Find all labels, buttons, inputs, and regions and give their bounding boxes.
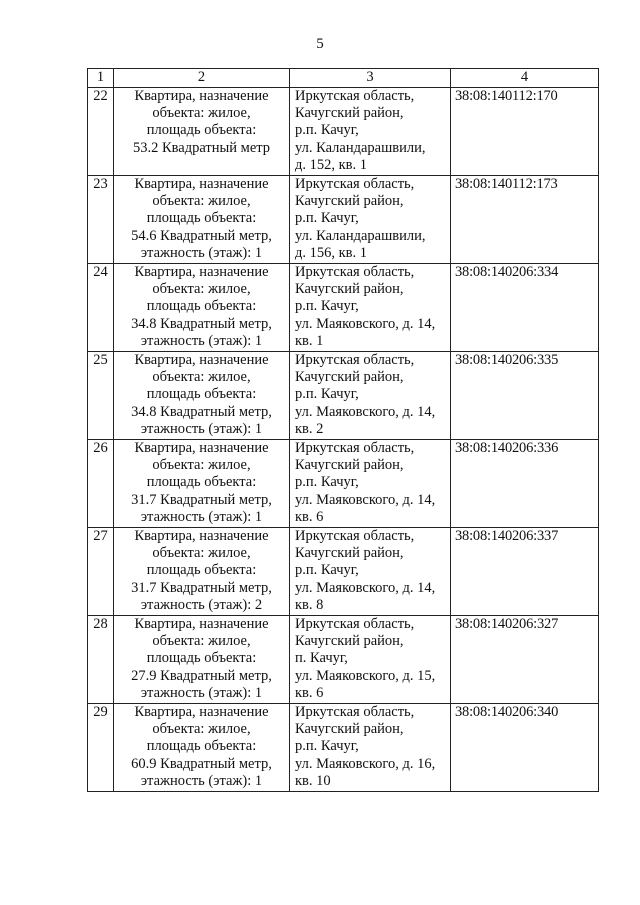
description-line: этажность (этаж): 1 <box>140 508 263 525</box>
description-line: площадь объекта: <box>146 386 257 403</box>
address-line: Иркутская область, <box>295 528 415 544</box>
row-number: 22 <box>88 88 114 176</box>
description-line: Квартира, назначение <box>134 176 269 192</box>
table-row <box>88 264 599 352</box>
description-line: этажность (этаж): 1 <box>140 684 263 701</box>
address-line: р.п. Качуг, <box>295 386 359 403</box>
address-line: Качугский район, <box>295 633 404 650</box>
address-line: ул. Маяковского, д. 14, <box>295 491 436 508</box>
address-line: Иркутская область, <box>295 88 415 104</box>
table-row <box>88 440 599 528</box>
description-line: этажность (этаж): 1 <box>140 244 263 261</box>
object-address <box>290 704 451 792</box>
address-line: р.п. Качуг, <box>295 298 359 315</box>
description-line: площадь объекта: <box>146 738 257 755</box>
address-line: кв. 10 <box>295 772 331 789</box>
table-row <box>88 528 599 616</box>
object-description <box>114 176 290 264</box>
object-description <box>114 352 290 440</box>
row-number: 24 <box>88 264 114 352</box>
description-line: 54.6 Квадратный метр, <box>131 227 272 244</box>
object-description <box>114 264 290 352</box>
cadastral-number: 38:08:140112:173 <box>451 176 599 264</box>
address-line: ул. Маяковского, д. 14, <box>295 403 436 420</box>
address-line: Качугский район, <box>295 721 404 738</box>
description-line: 60.9 Квадратный метр, <box>131 755 272 772</box>
column-header-4: 4 <box>451 69 599 88</box>
object-address <box>290 88 451 176</box>
row-number: 25 <box>88 352 114 440</box>
description-line: площадь объекта: <box>146 298 257 315</box>
address-line: Иркутская область, <box>295 440 415 456</box>
address-line: п. Качуг, <box>295 650 348 667</box>
description-line: площадь объекта: <box>146 122 257 139</box>
page-number: 5 <box>316 36 324 52</box>
table-row <box>88 176 599 264</box>
address-line: кв. 2 <box>295 420 324 437</box>
address-line: ул. Маяковского, д. 14, <box>295 315 436 332</box>
cadastral-number: 38:08:140206:337 <box>451 528 599 616</box>
description-line: Квартира, назначение <box>134 352 269 368</box>
address-line: Качугский район, <box>295 369 404 386</box>
address-line: ул. Маяковского, д. 14, <box>295 579 436 596</box>
description-line: этажность (этаж): 1 <box>140 332 263 349</box>
column-header-1: 1 <box>88 69 114 88</box>
object-address <box>290 528 451 616</box>
description-line: 53.2 Квадратный метр <box>132 139 271 156</box>
object-address <box>290 352 451 440</box>
description-line: площадь объекта: <box>146 650 257 667</box>
property-registry-table <box>87 68 599 792</box>
description-line: Квартира, назначение <box>134 88 269 104</box>
table-row <box>88 88 599 176</box>
description-line: Квартира, назначение <box>134 704 269 720</box>
row-number: 23 <box>88 176 114 264</box>
object-address <box>290 264 451 352</box>
description-line: Квартира, назначение <box>134 264 269 280</box>
description-line: объекта: жилое, <box>152 633 251 650</box>
address-line: Качугский район, <box>295 545 404 562</box>
description-line: этажность (этаж): 2 <box>140 596 263 613</box>
description-line: объекта: жилое, <box>152 281 251 298</box>
description-line: Квартира, назначение <box>134 440 269 456</box>
cadastral-number: 38:08:140206:327 <box>451 616 599 704</box>
description-line: этажность (этаж): 1 <box>140 772 263 789</box>
description-line: площадь объекта: <box>146 562 257 579</box>
table-body <box>88 88 599 792</box>
address-line: Иркутская область, <box>295 704 415 720</box>
description-line: этажность (этаж): 1 <box>140 420 263 437</box>
table-row <box>88 704 599 792</box>
address-line: Качугский район, <box>295 105 404 122</box>
object-description <box>114 704 290 792</box>
address-line: ул. Маяковского, д. 15, <box>295 667 436 684</box>
table-header-row <box>88 69 599 88</box>
address-line: р.п. Качуг, <box>295 474 359 491</box>
description-line: объекта: жилое, <box>152 193 251 210</box>
address-line: р.п. Качуг, <box>295 122 359 139</box>
address-line: ул. Каландарашвили, <box>295 227 426 244</box>
object-description <box>114 88 290 176</box>
description-line: площадь объекта: <box>146 474 257 491</box>
address-line: Качугский район, <box>295 193 404 210</box>
address-line: Иркутская область, <box>295 176 415 192</box>
description-line: объекта: жилое, <box>152 721 251 738</box>
address-line: д. 152, кв. 1 <box>295 156 368 173</box>
row-number: 28 <box>88 616 114 704</box>
address-line: р.п. Качуг, <box>295 210 359 227</box>
address-line: Качугский район, <box>295 281 404 298</box>
table-row <box>88 352 599 440</box>
description-line: 34.8 Квадратный метр, <box>131 403 272 420</box>
description-line: площадь объекта: <box>146 210 257 227</box>
address-line: р.п. Качуг, <box>295 738 359 755</box>
address-line: Качугский район, <box>295 457 404 474</box>
object-address <box>290 176 451 264</box>
description-line: объекта: жилое, <box>152 545 251 562</box>
description-line: 31.7 Квадратный метр, <box>131 491 272 508</box>
description-line: объекта: жилое, <box>152 457 251 474</box>
cadastral-number: 38:08:140206:334 <box>451 264 599 352</box>
cadastral-number: 38:08:140206:336 <box>451 440 599 528</box>
table-row <box>88 616 599 704</box>
cadastral-number: 38:08:140112:170 <box>451 88 599 176</box>
row-number: 26 <box>88 440 114 528</box>
address-line: кв. 1 <box>295 332 324 349</box>
column-header-2: 2 <box>114 69 290 88</box>
object-description <box>114 528 290 616</box>
object-description <box>114 616 290 704</box>
row-number: 27 <box>88 528 114 616</box>
description-line: 34.8 Квадратный метр, <box>131 315 272 332</box>
object-description <box>114 440 290 528</box>
address-line: д. 156, кв. 1 <box>295 244 368 261</box>
address-line: Иркутская область, <box>295 616 415 632</box>
description-line: 27.9 Квадратный метр, <box>131 667 272 684</box>
description-line: Квартира, назначение <box>134 616 269 632</box>
column-header-3: 3 <box>290 69 451 88</box>
description-line: объекта: жилое, <box>152 369 251 386</box>
address-line: кв. 8 <box>295 596 324 613</box>
address-line: Иркутская область, <box>295 352 415 368</box>
object-address <box>290 616 451 704</box>
address-line: ул. Каландарашвили, <box>295 139 426 156</box>
cadastral-number: 38:08:140206:335 <box>451 352 599 440</box>
description-line: 31.7 Квадратный метр, <box>131 579 272 596</box>
address-line: ул. Маяковского, д. 16, <box>295 755 436 772</box>
address-line: кв. 6 <box>295 508 324 525</box>
description-line: Квартира, назначение <box>134 528 269 544</box>
address-line: р.п. Качуг, <box>295 562 359 579</box>
object-address <box>290 440 451 528</box>
description-line: объекта: жилое, <box>152 105 251 122</box>
address-line: кв. 6 <box>295 684 324 701</box>
cadastral-number: 38:08:140206:340 <box>451 704 599 792</box>
address-line: Иркутская область, <box>295 264 415 280</box>
row-number: 29 <box>88 704 114 792</box>
